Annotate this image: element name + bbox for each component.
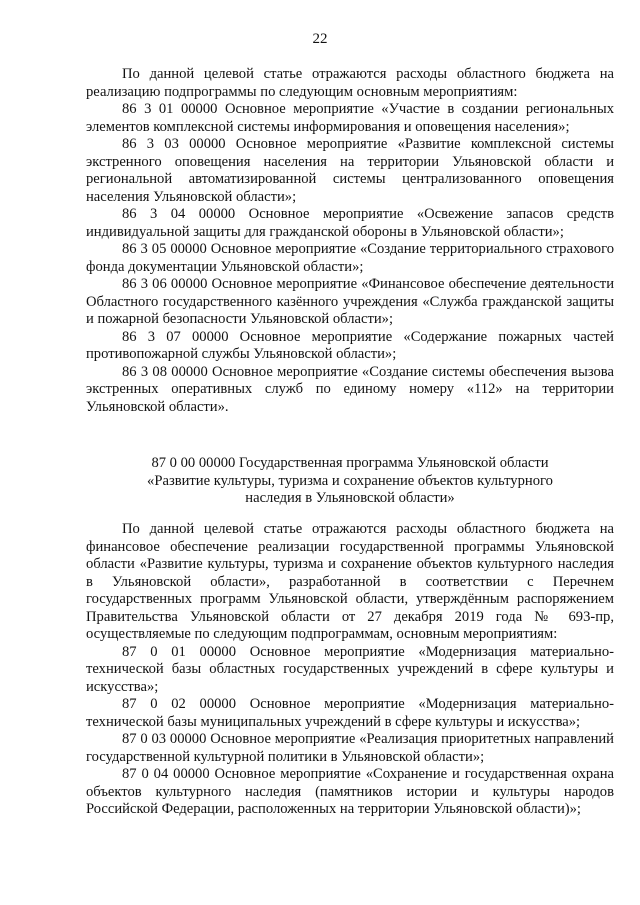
paragraph-item-86-3-05: 86 3 05 00000 Основное мероприятие «Создание территориального страхового фонда документации Ульяновской области»; [86, 241, 614, 275]
paragraph-item-86-3-01: 86 3 01 00000 Основное мероприятие «Участие в создании региональных элементов комплексной системы информирования и оповещения населения»; [86, 101, 614, 135]
paragraph-item-86-3-03: 86 3 03 00000 Основное мероприятие «Развитие комплексной системы экстренного оповещения населения на территории Ульяновской области и региональной автоматизированной системы централизованного оповещения населения Ульяновской области»; [86, 136, 614, 205]
page-number: 22 [312, 31, 328, 47]
paragraph-item-87-0-02: 87 0 02 00000 Основное мероприятие «Модернизация материально-технической базы муниципальных учреждений в сфере культуры и искусства»; [86, 696, 614, 730]
heading-line-2: «Развитие культуры, туризма и сохранение объектов культурного [147, 472, 553, 489]
heading-line-1: 87 0 00 00000 Государственная программа Ульяновской области [151, 455, 549, 471]
section-2-body [86, 521, 614, 819]
paragraph-item-86-3-07: 86 3 07 00000 Основное мероприятие «Содержание пожарных частей противопожарной службы Ульяновской области»; [86, 328, 614, 362]
paragraph-program-intro: По данной целевой статье отражаются расходы областного бюджета на финансовое обеспечение реализации государственной программы Ульяновской области «Развитие культуры, туризма и сохранение объектов культурного наследия в Ульяновской области», разработанной в соответствии с Перечнем государственных программ Ульяновской области, утверждённым распоряжением Правительства Ульяновской области от 27 декабря 2019 года № 693-пр, осуществляемые по следующим подпрограммам, основным мероприятиям: [86, 521, 614, 642]
paragraph-item-87-0-04: 87 0 04 00000 Основное мероприятие «Сохранение и государственная охрана объектов культурного наследия (памятников истории и культуры народов Российской Федерации, расположенных на территории Ульяновской области)»; [86, 766, 614, 817]
paragraph-item-86-3-04: 86 3 04 00000 Основное мероприятие «Освежение запасов средств индивидуальной защиты для гражданской обороны в Ульяновской области»; [86, 206, 614, 240]
section-2-heading [120, 455, 580, 508]
paragraph-intro: По данной целевой статье отражаются расходы областного бюджета на реализацию подпрограммы по следующим основным мероприятиям: [86, 66, 614, 100]
section-1-body [86, 66, 614, 416]
paragraph-item-87-0-01: 87 0 01 00000 Основное мероприятие «Модернизация материально-технической базы областных государственных учреждений в сфере культуры и искусства»; [86, 643, 614, 695]
paragraph-item-87-0-03: 87 0 03 00000 Основное мероприятие «Реализация приоритетных направлений государственной культурной политики в Ульяновской области»; [86, 731, 614, 765]
heading-line-3: наследия в Ульяновской области» [245, 490, 455, 506]
paragraph-item-86-3-08: 86 3 08 00000 Основное мероприятие «Создание системы обеспечения вызова экстренных оперативных служб по единому номеру «112» на территории Ульяновской области». [86, 363, 614, 415]
paragraph-item-86-3-06: 86 3 06 00000 Основное мероприятие «Финансовое обеспечение деятельности Областного государственного казённого учреждения «Служба гражданской защиты и пожарной безопасности Ульяновской области»; [86, 276, 614, 327]
